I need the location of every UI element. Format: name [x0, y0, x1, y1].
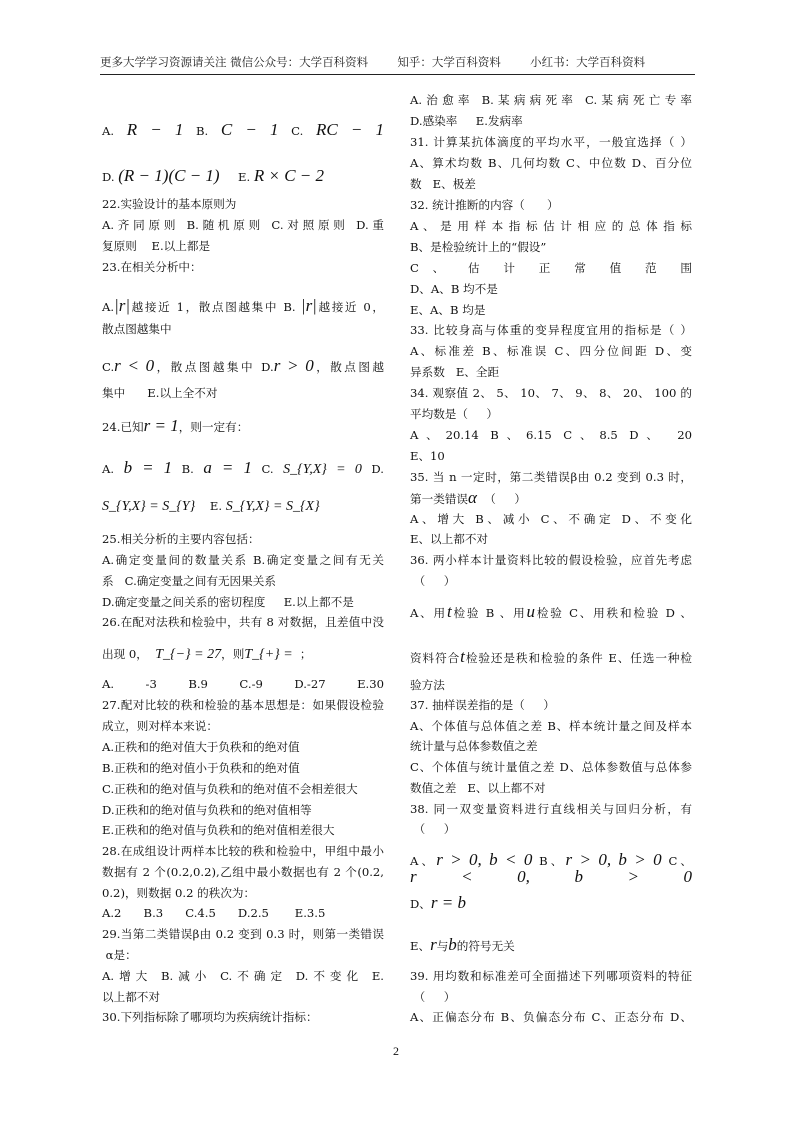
- text-line: [102, 697, 384, 713]
- line-text: 38. 同一双变量资料进行直线相关与回归分析，有: [410, 802, 692, 816]
- line-text: 25.相关分析的主要内容包括：: [102, 532, 260, 546]
- line-text: B.正秩和的绝对值小于负秩和的绝对值: [102, 761, 300, 775]
- text-line: [102, 460, 384, 478]
- text-line: [102, 802, 384, 818]
- math-formula: r < 0, b > 0: [410, 867, 692, 886]
- math-formula: r > 0: [273, 356, 314, 375]
- line-text: 检验 B 、用: [451, 606, 527, 620]
- text-line: [102, 968, 384, 984]
- line-text: 28.在成组设计两样本比较的秩和检验中，甲组中最小: [102, 844, 384, 858]
- line-text: A、: [410, 854, 437, 868]
- text-line: [102, 259, 384, 275]
- line-text: 29.当第二类错误β由 0.2 变到 0.3 时，则第一类错误: [102, 927, 384, 941]
- line-text: 33. 比较身高与体重的变异程度宜用的指标是（ ）: [410, 323, 692, 337]
- line-text: A.: [102, 300, 115, 314]
- math-formula: t: [446, 602, 452, 621]
- text-line: [102, 238, 384, 254]
- line-text: E.: [219, 170, 254, 184]
- text-line: [410, 552, 692, 568]
- line-text: E、10: [410, 449, 445, 463]
- text-line: [410, 573, 692, 589]
- math-formula: S_{Y,X} = S_{X}: [225, 499, 320, 514]
- text-line: [410, 989, 692, 1005]
- line-text: （ ）: [410, 822, 456, 836]
- text-line: [102, 926, 384, 942]
- page-number: 2: [393, 1044, 399, 1058]
- text-line: [410, 780, 692, 796]
- line-text: 39. 用均数和标准差可全面描述下列哪项资料的特征: [410, 969, 692, 983]
- text-line: [102, 498, 384, 515]
- math-formula: r > 0, b < 0: [436, 850, 533, 869]
- text-line: [410, 239, 692, 255]
- line-text: C.正秩和的绝对值与负秩和的绝对值不会相差很大: [102, 782, 358, 796]
- text-line: [102, 864, 384, 880]
- math-formula: R × C − 2: [253, 166, 325, 185]
- line-text: D.: [102, 170, 119, 184]
- text-line: [410, 531, 692, 547]
- text-line: [410, 281, 692, 297]
- line-text: C、个体值与统计量值之差 D、总体参数值与总体参: [410, 760, 692, 774]
- math-formula: r = b: [430, 893, 466, 912]
- text-line: [410, 511, 692, 527]
- line-text: 22.实验设计的基本原则为: [102, 197, 237, 211]
- line-text: D.正秩和的绝对值与负秩和的绝对值相等: [102, 803, 312, 817]
- math-formula: r: [430, 935, 437, 954]
- line-text: C.: [251, 462, 284, 476]
- line-text: 37. 抽样误差指的是（ ）: [410, 698, 555, 712]
- line-text: 32. 统计推断的内容（ ）: [410, 198, 559, 212]
- math-formula: (R − 1)(C − 1): [118, 166, 220, 185]
- text-line: [102, 298, 384, 315]
- line-text: ；: [296, 647, 312, 661]
- line-text: A、算术均数 B、几何均数 C、中位数 D、百分位: [410, 156, 692, 170]
- line-text: （ ）: [410, 990, 456, 1004]
- math-formula: a = 1: [203, 458, 252, 477]
- line-text: C.: [278, 124, 316, 138]
- line-text: A.: [102, 124, 127, 138]
- text-line: [410, 427, 692, 443]
- line-text: （ ）: [476, 492, 526, 506]
- line-text: E.正秩和的绝对值与负秩和的绝对值相差很大: [102, 823, 335, 837]
- line-text: 检验 C、用秩和检验 D 、: [535, 606, 692, 620]
- line-text: 资料符合: [410, 651, 461, 665]
- text-line: [410, 852, 692, 886]
- line-text: C 、 估 计 正 常 值 范 围: [410, 261, 692, 275]
- line-text: 成立，则对样本来说：: [102, 719, 218, 733]
- line-text: B.: [172, 462, 204, 476]
- text-line: [102, 905, 384, 921]
- text-line: [410, 604, 692, 621]
- text-line: [410, 448, 692, 464]
- line-text: E、以上都不对: [410, 532, 489, 546]
- page-header: 更多大学学习资源请关注 微信公众号：大学百科资料 知乎：大学百科资料 小红书：大学百科资料: [100, 55, 646, 69]
- line-text: 数据有 2 个(0.2,0.2),乙组中最小数据也有 2 个(0.2,: [102, 865, 384, 879]
- text-line: [410, 937, 692, 954]
- math-formula: b: [448, 935, 457, 954]
- text-line: [410, 385, 692, 401]
- line-text: E、A、B 均是: [410, 303, 486, 317]
- text-line: [410, 718, 692, 734]
- text-line: [102, 122, 384, 139]
- line-text: E、: [410, 939, 431, 953]
- line-text: A.正秩和的绝对值大于负秩和的绝对值: [102, 740, 300, 754]
- line-text: A.: [102, 462, 124, 476]
- text-line: [102, 196, 384, 212]
- text-line: [410, 759, 692, 775]
- line-text: A、标准差 B、标准误 C、四分位间距 D、变: [410, 344, 692, 358]
- text-line: [102, 552, 384, 568]
- line-text: ，则一定有：: [178, 420, 249, 434]
- line-text: 的符号无关: [456, 939, 515, 953]
- text-line: [102, 531, 384, 547]
- text-line: [102, 217, 384, 233]
- math-formula: |r|: [114, 296, 131, 315]
- line-text: A. -3 B.9 C.-9 D.-27 E.30: [102, 677, 384, 691]
- line-text: 复原则 E.以上都是: [102, 239, 211, 253]
- text-line: [410, 406, 692, 422]
- text-line: [410, 134, 692, 150]
- line-text: A.齐同原则 B.随机原则 C.对照原则 D.重: [102, 218, 384, 232]
- text-line: [102, 718, 384, 734]
- line-text: B、是检验统计上的“假设”: [410, 240, 547, 254]
- line-text: 验方法: [410, 678, 445, 692]
- line-text: 数值之差 E、以上都不对: [410, 781, 546, 795]
- line-text: B.: [183, 124, 221, 138]
- line-text: A、正偏态分布 B、负偏态分布 C、正态分布 D、: [410, 1010, 692, 1024]
- line-text: 23.在相关分析中：: [102, 260, 202, 274]
- line-text: 35. 当 n 一定时，第二类错误β由 0.2 变到 0.3 时，: [410, 470, 692, 484]
- line-text: 与: [436, 939, 449, 953]
- math-formula: RC − 1: [315, 120, 385, 139]
- line-text: 越接近 1，散点图越集中 B.: [130, 300, 301, 314]
- line-text: C.: [102, 360, 115, 374]
- line-text: 27.配对比较的秩和检验的基本思想是：如果假设检验: [102, 698, 384, 712]
- line-text: A.2 B.3 C.4.5 D.2.5 E.3.5: [102, 906, 326, 920]
- text-line: [102, 1009, 384, 1025]
- text-line: [410, 968, 692, 984]
- line-text: ，散点图越: [313, 360, 384, 374]
- text-line: [410, 322, 692, 338]
- text-line: [410, 343, 692, 359]
- math-formula: t: [460, 647, 465, 666]
- text-line: [102, 760, 384, 776]
- line-text: 24.已知: [102, 420, 144, 434]
- line-text: A.确定变量间的数量关系 B.确定变量之间有无关: [102, 553, 384, 567]
- text-line: [410, 113, 692, 129]
- line-text: ，则: [221, 647, 245, 661]
- math-formula: |r|: [300, 296, 317, 315]
- text-line: [410, 801, 692, 817]
- text-line: [410, 821, 692, 837]
- text-line: [410, 197, 692, 213]
- line-text: A、用: [410, 606, 447, 620]
- text-line: [410, 677, 692, 693]
- text-line: [102, 418, 384, 435]
- line-text: （ ）: [410, 574, 456, 588]
- line-text: 34. 观察值 2、 5、 10、 7、 9、 8、 20、 100 的: [410, 386, 692, 400]
- text-line: [410, 697, 692, 713]
- text-line: [102, 989, 384, 1005]
- line-text: D、A、B 均不是: [410, 282, 498, 296]
- text-line: [102, 947, 384, 963]
- header-divider: [100, 74, 695, 75]
- line-text: 散点图越集中: [102, 322, 172, 336]
- math-formula: S_{Y,X} = 0: [283, 462, 362, 477]
- line-text: 数 E、极差: [410, 177, 476, 191]
- text-line: [410, 1009, 692, 1025]
- line-text: 越接近 0，: [316, 300, 385, 314]
- line-text: ，散点图越集中 D.: [154, 360, 274, 374]
- line-text: 统计量与总体参数值之差: [410, 739, 538, 753]
- text-line: [102, 358, 384, 375]
- line-text: A、20.14 B、6.15 C、8.5 D、 20: [410, 428, 692, 442]
- math-formula: T_{+} =: [244, 647, 297, 662]
- line-text: 第一类错误: [410, 492, 468, 506]
- math-formula: S_{Y,X} = S_{Y}: [102, 499, 196, 514]
- text-line: [102, 843, 384, 859]
- text-line: [102, 385, 384, 401]
- line-text: 检验还是秩和检验的条件 E、任选一种检: [464, 651, 692, 665]
- line-text: 系 C.确定变量之间有无因果关系: [102, 574, 276, 588]
- line-text: 36. 两小样本计量资料比较的假设检验，应首先考虑: [410, 553, 692, 567]
- line-text: 平均数是（ ）: [410, 407, 498, 421]
- line-text: D、: [410, 897, 431, 911]
- text-line: [410, 92, 692, 108]
- text-line: [410, 490, 692, 507]
- line-text: A、个体值与总体值之差 B、样本统计量之间及样本: [410, 719, 692, 733]
- text-line: [410, 469, 692, 485]
- text-line: [102, 573, 384, 589]
- line-text: α是：: [102, 948, 137, 962]
- line-text: A.增大 B.减小 C.不确定 D.不变化 E.: [102, 969, 384, 983]
- line-text: A 、 是 用 样 本 指 标 估 计 相 应 的 总 体 指 标: [410, 219, 692, 233]
- text-line: [410, 218, 692, 234]
- line-text: 异系数 E、全距: [410, 365, 500, 379]
- line-text: 集中 E.以上全不对: [102, 386, 218, 400]
- text-line: [102, 614, 384, 630]
- line-text: B、: [532, 854, 566, 868]
- line-text: C、: [661, 854, 693, 868]
- text-line: [102, 739, 384, 755]
- line-text: D.感染率 E.发病率: [410, 114, 523, 128]
- math-formula: R − 1: [126, 120, 184, 139]
- text-line: [102, 781, 384, 797]
- text-line: [102, 321, 384, 337]
- math-formula: r < 0: [114, 356, 155, 375]
- text-line: [102, 594, 384, 610]
- math-formula: T_{−} = 27: [155, 647, 222, 662]
- line-text: 26.在配对法秩和检验中，共有 8 对数据，且差值中没: [102, 615, 384, 629]
- text-line: [102, 646, 384, 663]
- math-formula: α: [467, 488, 477, 507]
- text-line: [410, 738, 692, 754]
- line-text: 0.2)，则数据 0.2 的秩次为：: [102, 886, 256, 900]
- line-text: D.: [361, 462, 384, 476]
- line-text: D.确定变量之间关系的密切程度 E.以上都不是: [102, 595, 354, 609]
- math-formula: C − 1: [220, 120, 279, 139]
- text-line: [410, 302, 692, 318]
- text-line: [102, 676, 384, 692]
- text-line: [410, 649, 692, 666]
- math-formula: r > 0, b > 0: [565, 850, 662, 869]
- line-text: E.: [195, 499, 226, 513]
- line-text: 30.下列指标除了哪项均为疾病统计指标：: [102, 1010, 318, 1024]
- text-line: [102, 885, 384, 901]
- math-formula: u: [526, 602, 536, 621]
- text-line: [410, 895, 692, 912]
- line-text: A、增大 B、减小 C、不确定 D、不变化: [410, 512, 692, 526]
- text-line: [410, 260, 692, 276]
- line-text: 31. 计算某抗体滴度的平均水平，一般宜选择（ ）: [410, 135, 692, 149]
- text-line: [102, 822, 384, 838]
- line-text: 以上都不对: [102, 990, 160, 1004]
- text-line: [410, 364, 692, 380]
- text-line: [102, 168, 384, 185]
- math-formula: r = 1: [143, 416, 179, 435]
- math-formula: b = 1: [123, 458, 173, 477]
- line-text: A.治愈率 B.某病病死率 C.某病死亡专率: [410, 93, 692, 107]
- text-line: [410, 176, 692, 192]
- line-text: 出现 0，: [102, 647, 156, 661]
- text-line: [410, 155, 692, 171]
